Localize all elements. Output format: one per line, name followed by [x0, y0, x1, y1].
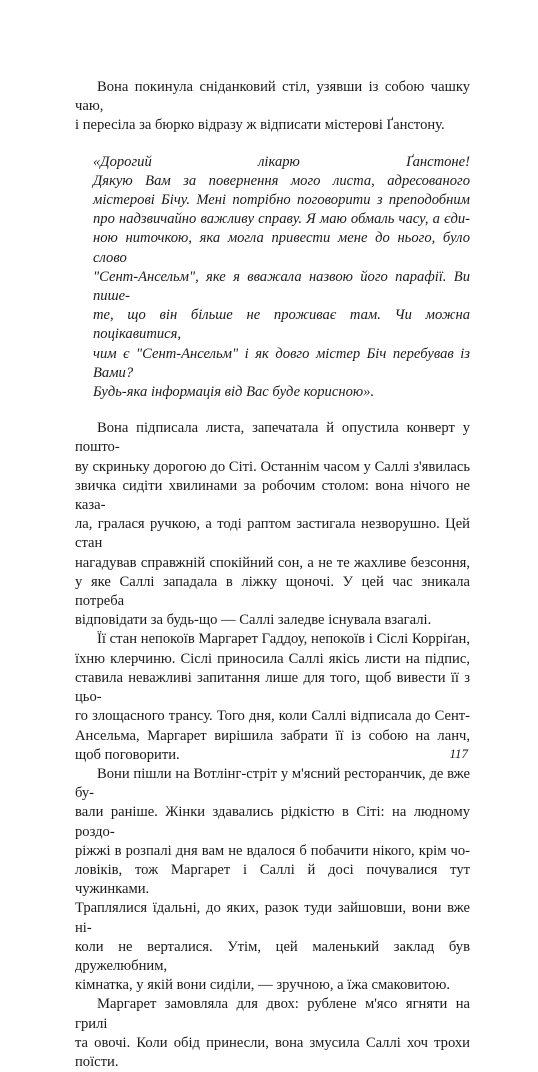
text-line: у яке Саллі западала в ліжку щоночі. У цей час зникала потреба: [75, 573, 470, 610]
text-line: "Сент-Ансельм", яке я вважала назвою його парафії. Ви пише-: [93, 268, 470, 305]
body-paragraph: [75, 995, 470, 1072]
text-line: і пересіла за бюрко відразу ж відписати містерові Ґанстону.: [75, 117, 445, 134]
text-line: Її стан непокоїв Маргарет Гаддоу, непокоїв і Сіслі Корріґан,: [97, 631, 470, 648]
text-line: коли не верталися. Утім, цей маленький заклад був дружелюбним,: [75, 938, 470, 974]
body-paragraph: [75, 765, 470, 995]
page-number: 117: [449, 746, 468, 761]
text-line: Ансельма, Маргарет вирішила забрати її із собою на ланч,: [75, 727, 470, 744]
text-line: Вони пішли на Вотлінг-стріт у м'ясний ресторанчик, де вже бу-: [75, 765, 470, 802]
text-line: «Дорогий лікарю Ґанстоне!: [93, 153, 470, 170]
text-line: Дякую Вам за повернення мого листа, адресованого: [93, 172, 470, 189]
text-line: го злощасного трансу. Того дня, коли Саллі відписала до Сент-: [75, 708, 470, 725]
text-line: чим є "Сент-Ансельм" і як довго містер Біч перебував із Вами?: [93, 345, 470, 381]
text-line: Вона покинула сніданковий стіл, узявши із собою чашку чаю,: [75, 79, 470, 115]
text-line: Вона підписала листа, запечатала й опустила конверт у пошто-: [75, 420, 470, 456]
text-line: нагадував справжній спокійний сон, а не те жахливе безсоння,: [75, 554, 470, 571]
text-line: містерові Бічу. Мені потрібно поговорити з преподобним: [93, 192, 470, 209]
text-line: вали раніше. Жінки здавались рідкістю в Сіті: на людному роздо-: [75, 804, 470, 840]
text-line: ставила неважливі запитання лише для того, щоб вивести її з цьо-: [75, 669, 470, 706]
body-paragraph: [75, 78, 470, 136]
text-line: Будь-яка інформація від Вас буде корисною».: [93, 384, 375, 401]
text-line: про надзвичайно важливу справу. Я маю обмаль часу, а єди-: [93, 211, 470, 228]
text-line: ла, гралася ручкою, а тоді раптом застигала незворушно. Цей стан: [75, 516, 470, 552]
body-paragraph: [75, 419, 470, 630]
text-line: Маргарет замовляла для двох: рублене м'ясо ягняти на грилі: [75, 996, 470, 1032]
text-line: їхню клерчиню. Сіслі приносила Саллі якісь листи на підпис,: [75, 650, 470, 667]
letter-quote: [75, 153, 470, 403]
body-paragraph: [75, 630, 470, 764]
text-line: ріжжі в розпалі дня вам не вдалося б побачити нікого, крім чо-: [75, 842, 470, 859]
text-line: ловіків, тож Маргарет і Саллі й досі почувалися тут чужинками.: [75, 861, 470, 898]
text-line: відповідати за будь-що — Саллі заледве існувала взагалі.: [75, 612, 432, 629]
text-line: щоб поговорити.: [75, 746, 180, 763]
text-line: звичка сидіти хвилинами за робочим столом: вона нічого не каза-: [75, 477, 470, 514]
text-line: ву скриньку дорогою до Сіті. Останнім часом у Саллі з'явилась: [75, 458, 470, 475]
text-line: Траплялися їдальні, до яких, разок туди зайшовши, вони вже ні-: [75, 900, 470, 936]
text-line: ною ниточкою, яка могла привести мене до нього, було слово: [93, 230, 470, 266]
page-body: [75, 78, 470, 1072]
text-line: та овочі. Коли обід принесли, вона змусила Саллі хоч трохи поїсти.: [75, 1034, 470, 1070]
text-line: кімнатка, у якій вони сиділи, — зручною, а їжа смаковитою.: [75, 977, 450, 994]
text-line: те, що він більше не проживає там. Чи можна поцікавитися,: [93, 307, 470, 343]
